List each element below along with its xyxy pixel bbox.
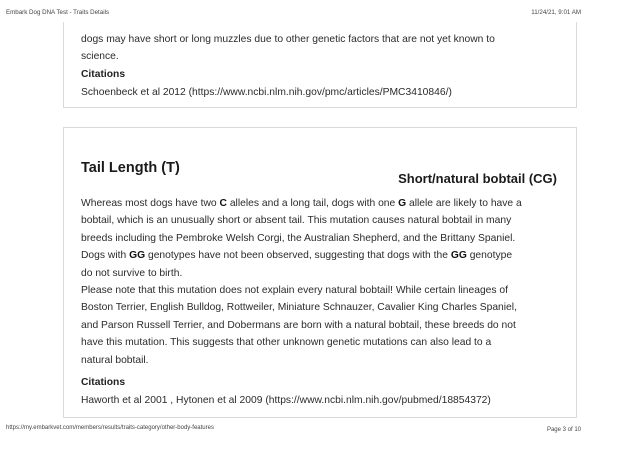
print-footer-url: https://my.embarkvet.com/members/results/traits-category/other-body-features [6,425,214,431]
genotype-gg: GG [129,250,146,262]
genotype-gg: GG [450,250,467,262]
description-line: natural bobtail. [81,354,149,366]
description-line: breeds including the Pembroke Welsh Corgi, the Australian Shepherd, and the Brittany Spaniel. [81,232,516,244]
allele-c: C [219,198,227,209]
previous-description-line: science. [81,51,119,63]
description-line: and Parson Russell Terrier, and Dobermans are born with a natural bobtail, these breeds do not [81,319,516,331]
previous-description-line: dogs may have short or long muzzles due to other genetic factors that are not yet known to [81,34,495,45]
trait-description-paragraph-2 [81,282,561,369]
description-line: Dogs with GG genotypes have not been observed, suggesting that dogs with the GG genotype [81,250,513,262]
trait-description-paragraph-1 [81,195,561,282]
citations-heading: Citations [81,69,126,80]
trait-result: Short/natural bobtail (CG) [398,171,557,186]
previous-description [81,31,561,66]
description-line: have this mutation. This suggests that other unknown genetic mutations can also lead to a [81,337,492,349]
print-header-datetime: 11/24/21, 9:01 AM [531,9,581,16]
description-line: bobtail, which is an unusually short or absent tail. This mutation causes natural bobtail in many [81,215,512,227]
print-footer-page-number: Page 3 of 10 [546,427,581,433]
citations-heading: Citations [81,377,126,388]
description-line: Boston Terrier, English Bulldog, Rottweiler, Miniature Schnauzer, Cavalier King Charles Spaniel, [81,302,517,314]
description-line: do not survive to birth. [81,267,183,279]
trait-title: Tail Length (T) [81,160,180,176]
description-line: Please note that this mutation does not explain every natural bobtail! While certain lineages of [81,285,509,296]
allele-g: G [398,198,407,209]
citations-text: Haworth et al 2001 , Hytonen et al 2009 (https://www.ncbi.nlm.nih.gov/pubmed/18854372) [81,395,491,406]
description-line: Whereas most dogs have two C alleles and a long tail, dogs with one G allele are likely to have a [81,198,522,209]
citations-text: Schoenbeck et al 2012 (https://www.ncbi.nlm.nih.gov/pmc/articles/PMC3410846/) [81,87,452,98]
print-header-title: Embark Dog DNA Test - Traits Details [6,9,110,16]
